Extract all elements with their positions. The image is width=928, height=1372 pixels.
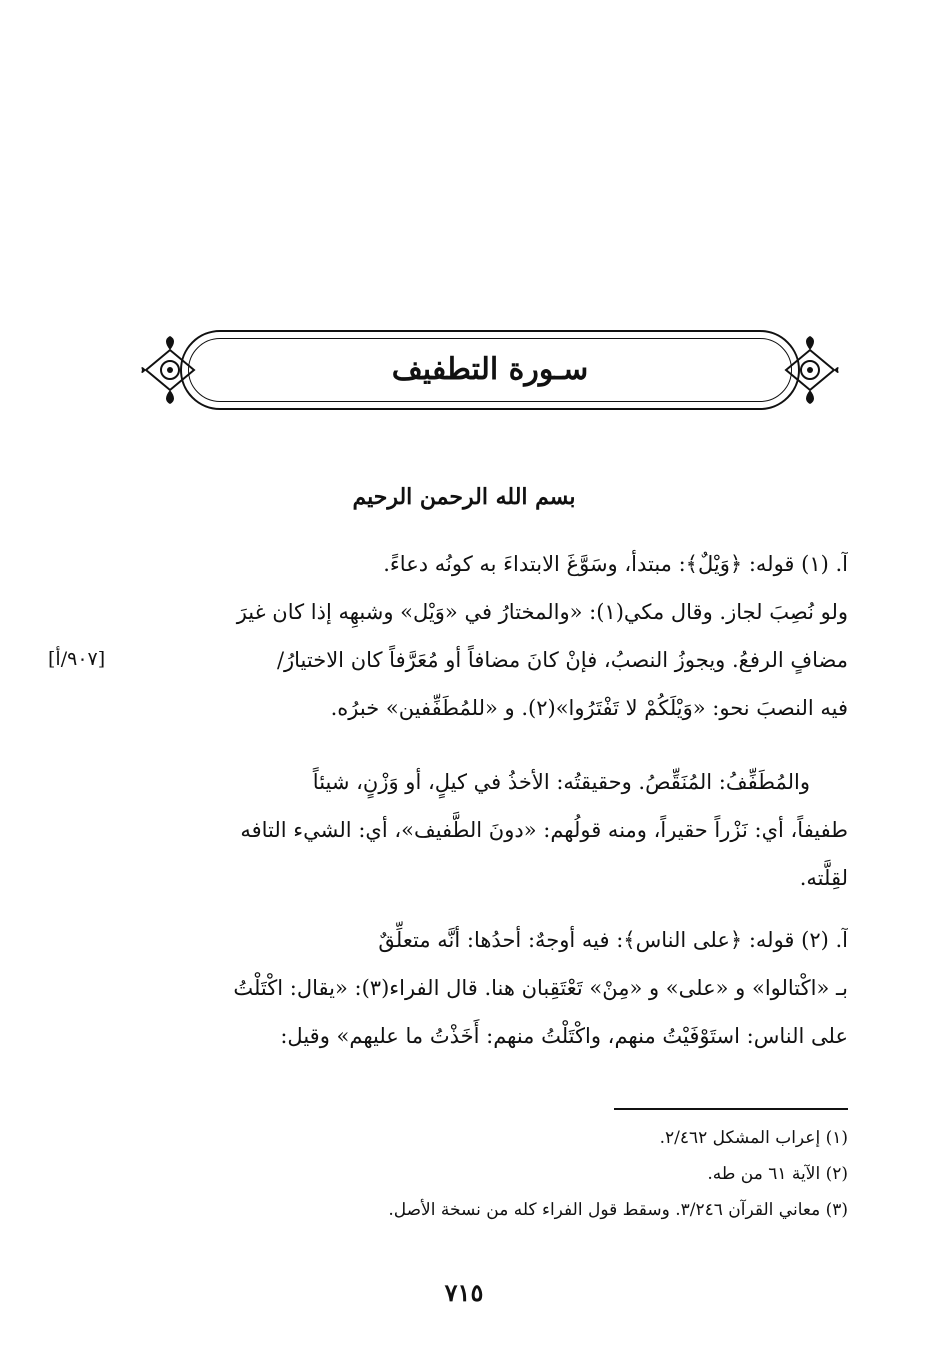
text-line: مضافٍ الرفعُ. ويجوزُ النصبُ، فإنْ كانَ مضافاً أو مُعَرَّفاً كان الاختيارُ/ [276, 648, 848, 672]
text-line: لقِلَّته. [799, 866, 848, 890]
basmala: بسم الله الرحمن الرحيم [352, 484, 576, 510]
surah-title-banner [140, 324, 840, 416]
floral-ornament-icon [784, 336, 840, 404]
text-line: آ. (٢) قوله: ﴿على الناس﴾: فيه أوجهٌ: أحدُها: أنَّه متعلِّقٌ [378, 928, 848, 952]
text-line: والمُطَفِّفُ: المُنَقِّصُ. وحقيقتُه: الأخذُ في كيلٍ، أو وَزْنٍ، شيئاً [312, 770, 810, 794]
paragraph-mutaffif [80, 758, 848, 902]
text-line: فيه النصبَ نحو: «وَيْلَكُمْ لا تَفْتَرُوا»(٢). و «للمُطَفِّفين» خبرُه. [330, 696, 848, 720]
text-line: على الناس: استَوْفَيْتُ منهم، واكْتَلْتُ منهم: أَخَذْتُ ما عليهم» وقيل: [280, 1024, 848, 1048]
footnote: (٢) الآية ٦١ من طه. [707, 1164, 848, 1184]
text-line: ولو نُصِبَ لجاز. وقال مكي(١): «والمختارُ في «وَيْل» وشبهِه إذا كان غيرَ [236, 600, 848, 624]
surah-title: سـورة التطفيف [391, 352, 589, 387]
text-line: طفيفاً، أي: نَزْراً حقيراً، ومنه قولُهم: «دونَ الطَّفيف»، أي: الشيء التافه [240, 818, 848, 842]
text-line: بـ «اكْتالوا» و «على» و «مِنْ» تَعْتَقِبان هنا. قال الفراء(٣): «يقال: اكْتَلْتُ [233, 976, 848, 1000]
paragraph-ayah-1 [80, 540, 848, 732]
footnote: (٣) معاني القرآن ٣/٢٤٦. وسقط قول الفراء كله من نسخة الأصل. [388, 1200, 848, 1220]
footnote-separator [614, 1108, 848, 1110]
footnotes [200, 1120, 848, 1228]
footnote: (١) إعراب المشكل ٢/٤٦٢. [659, 1128, 848, 1148]
page-number: ٧١٥ [444, 1278, 484, 1307]
text-line: آ. (١) قوله: ﴿وَيْلٌ﴾: مبتدأ، وسَوَّغَ الابتداءَ به كونُه دعاءً. [383, 552, 848, 576]
manuscript-folio-note: [٩٠٧/أ] [48, 648, 106, 670]
paragraph-ayah-2 [80, 916, 848, 1060]
